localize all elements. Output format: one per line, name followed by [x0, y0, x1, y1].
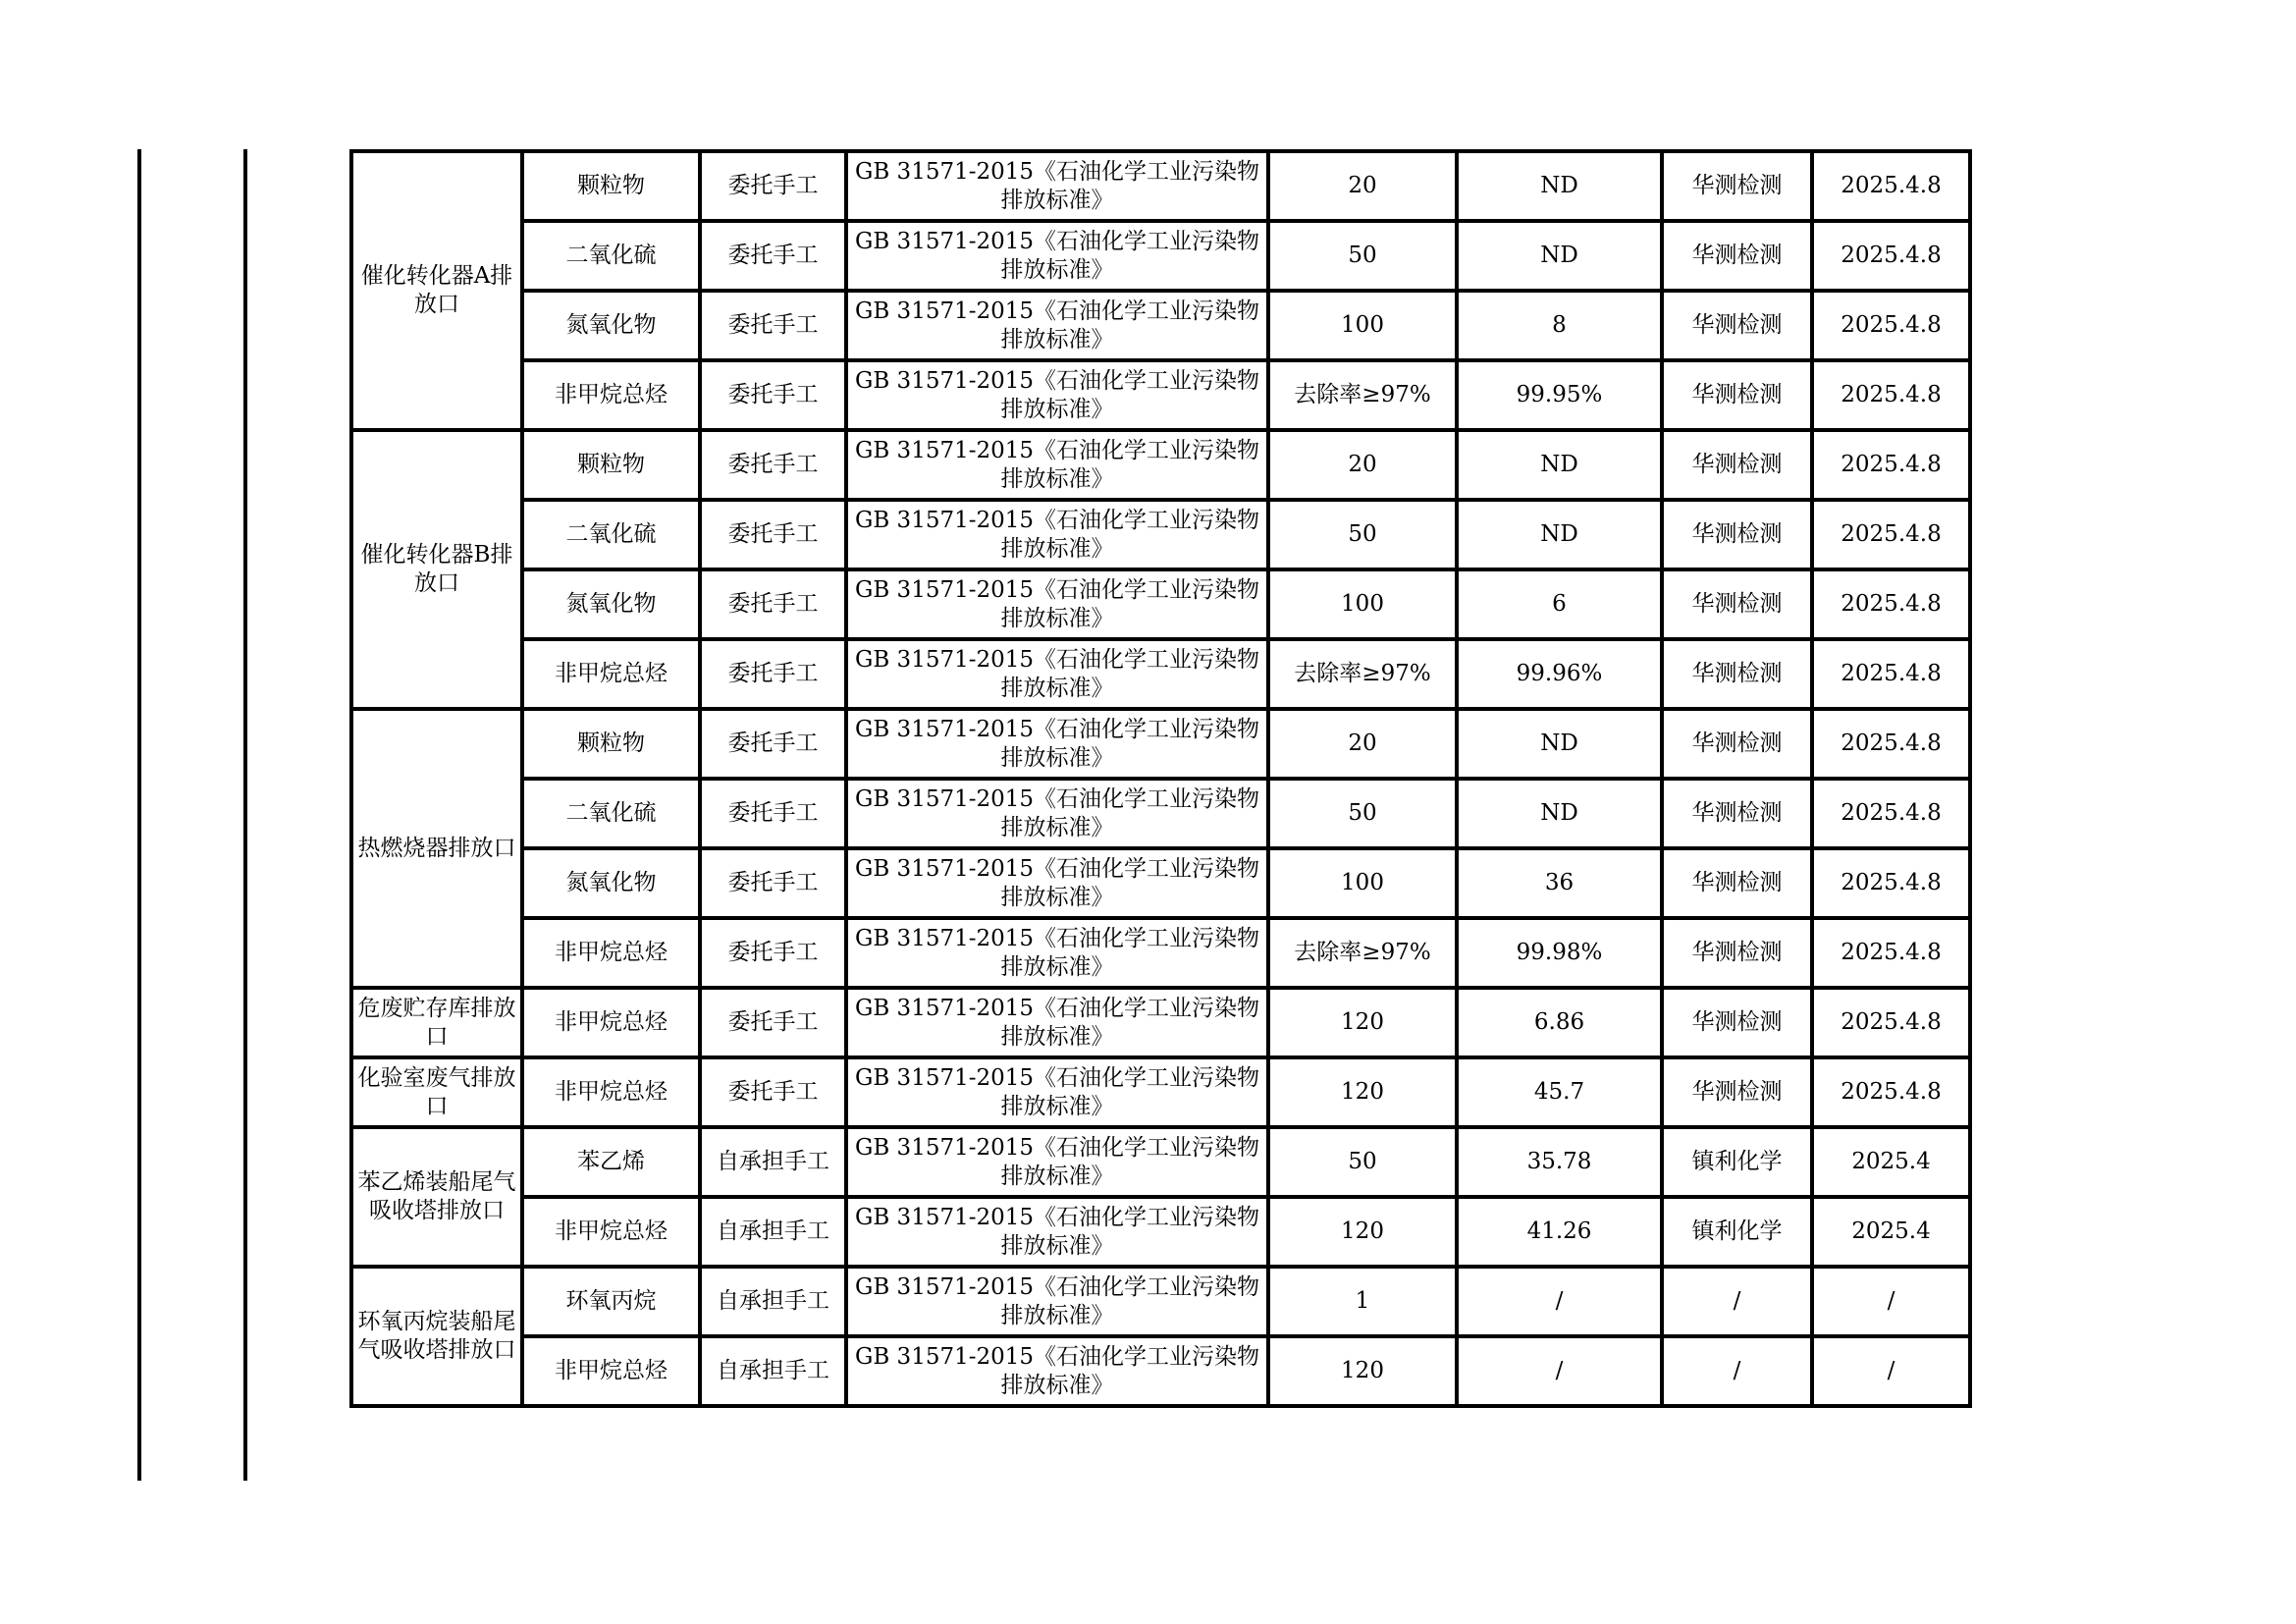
limit-value-cell: 100: [1268, 291, 1457, 360]
limit-value-cell: 1: [1268, 1267, 1457, 1336]
result-cell: ND: [1457, 709, 1662, 779]
testing-org-cell: 华测检测: [1662, 988, 1812, 1057]
result-cell: /: [1457, 1267, 1662, 1336]
testing-org-cell: 华测检测: [1662, 1057, 1812, 1127]
result-cell: 35.78: [1457, 1127, 1662, 1197]
standard-line-2: 排放标准》: [1000, 187, 1114, 213]
pollutant-cell: 非甲烷总烃: [522, 988, 700, 1057]
limit-value-cell: 120: [1268, 1057, 1457, 1127]
table-body: [351, 151, 1970, 1406]
testing-org-cell: 华测检测: [1662, 151, 1812, 221]
monitoring-method-cell: 自承担手工: [700, 1197, 846, 1267]
pollutant-cell: 二氧化硫: [522, 779, 700, 848]
testing-org-cell: 华测检测: [1662, 779, 1812, 848]
standard-line-1: GB 31571-2015《石油化学工业污染物: [854, 1064, 1260, 1091]
standard-line-2: 排放标准》: [1000, 1372, 1114, 1398]
monitoring-method-cell: 委托手工: [700, 639, 846, 709]
monitoring-method-cell: 自承担手工: [700, 1267, 846, 1336]
table-row: [351, 569, 1970, 639]
outlet-name-cell: 催化转化器B排放口: [351, 430, 522, 709]
result-cell: 99.95%: [1457, 360, 1662, 430]
standard-line-1: GB 31571-2015《石油化学工业污染物: [854, 437, 1260, 463]
monitoring-method-cell: 委托手工: [700, 360, 846, 430]
table-row: [351, 779, 1970, 848]
test-date-cell: 2025.4.8: [1812, 709, 1970, 779]
emission-monitoring-table: [349, 149, 1972, 1408]
standard-cell: [846, 151, 1268, 221]
outlet-name-cell: 化验室废气排放口: [351, 1057, 522, 1127]
standard-cell: [846, 1057, 1268, 1127]
result-cell: 6.86: [1457, 988, 1662, 1057]
standard-line-1: GB 31571-2015《石油化学工业污染物: [854, 716, 1260, 742]
result-cell: 8: [1457, 291, 1662, 360]
limit-value-cell: 120: [1268, 1336, 1457, 1406]
result-cell: ND: [1457, 430, 1662, 500]
standard-line-1: GB 31571-2015《石油化学工业污染物: [854, 1134, 1260, 1161]
result-cell: ND: [1457, 221, 1662, 291]
outlet-name-cell: 热燃烧器排放口: [351, 709, 522, 988]
standard-cell: [846, 639, 1268, 709]
table-row: [351, 1127, 1970, 1197]
standard-line-2: 排放标准》: [1000, 396, 1114, 422]
table-row: [351, 848, 1970, 918]
standard-cell: [846, 1197, 1268, 1267]
test-date-cell: 2025.4: [1812, 1127, 1970, 1197]
outlet-name-cell: 环氧丙烷装船尾气吸收塔排放口: [351, 1267, 522, 1406]
result-cell: 99.98%: [1457, 918, 1662, 988]
testing-org-cell: 华测检测: [1662, 291, 1812, 360]
standard-line-1: GB 31571-2015《石油化学工业污染物: [854, 367, 1260, 394]
standard-line-2: 排放标准》: [1000, 1093, 1114, 1119]
result-cell: 41.26: [1457, 1197, 1662, 1267]
standard-line-2: 排放标准》: [1000, 465, 1114, 492]
table-row: [351, 151, 1970, 221]
test-date-cell: 2025.4.8: [1812, 291, 1970, 360]
standard-line-2: 排放标准》: [1000, 605, 1114, 631]
monitoring-method-cell: 委托手工: [700, 709, 846, 779]
standard-line-1: GB 31571-2015《石油化学工业污染物: [854, 995, 1260, 1021]
limit-value-cell: 20: [1268, 151, 1457, 221]
table-row: [351, 639, 1970, 709]
table-row: [351, 500, 1970, 569]
standard-line-1: GB 31571-2015《石油化学工业污染物: [854, 507, 1260, 533]
result-cell: ND: [1457, 500, 1662, 569]
standard-line-2: 排放标准》: [1000, 1302, 1114, 1328]
standard-line-2: 排放标准》: [1000, 1163, 1114, 1189]
standard-cell: [846, 1336, 1268, 1406]
monitoring-method-cell: 自承担手工: [700, 1336, 846, 1406]
outlet-name-cell: 催化转化器A排放口: [351, 151, 522, 430]
standard-cell: [846, 360, 1268, 430]
result-cell: ND: [1457, 151, 1662, 221]
result-cell: 6: [1457, 569, 1662, 639]
standard-line-2: 排放标准》: [1000, 814, 1114, 840]
pollutant-cell: 非甲烷总烃: [522, 1336, 700, 1406]
testing-org-cell: 华测检测: [1662, 430, 1812, 500]
testing-org-cell: 华测检测: [1662, 500, 1812, 569]
monitoring-method-cell: 委托手工: [700, 569, 846, 639]
standard-line-1: GB 31571-2015《石油化学工业污染物: [854, 576, 1260, 603]
monitoring-method-cell: 委托手工: [700, 1057, 846, 1127]
result-cell: 36: [1457, 848, 1662, 918]
testing-org-cell: /: [1662, 1336, 1812, 1406]
limit-value-cell: 100: [1268, 848, 1457, 918]
test-date-cell: 2025.4.8: [1812, 430, 1970, 500]
standard-cell: [846, 221, 1268, 291]
left-border-line-inner: [243, 149, 247, 1481]
result-cell: 99.96%: [1457, 639, 1662, 709]
pollutant-cell: 颗粒物: [522, 151, 700, 221]
standard-line-1: GB 31571-2015《石油化学工业污染物: [854, 855, 1260, 882]
standard-cell: [846, 291, 1268, 360]
table-row: [351, 1197, 1970, 1267]
monitoring-method-cell: 委托手工: [700, 918, 846, 988]
standard-line-2: 排放标准》: [1000, 326, 1114, 352]
testing-org-cell: 华测检测: [1662, 918, 1812, 988]
standard-line-1: GB 31571-2015《石油化学工业污染物: [854, 1343, 1260, 1370]
result-cell: /: [1457, 1336, 1662, 1406]
standard-line-1: GB 31571-2015《石油化学工业污染物: [854, 785, 1260, 812]
limit-value-cell: 去除率≥97%: [1268, 918, 1457, 988]
table-row: [351, 1336, 1970, 1406]
pollutant-cell: 颗粒物: [522, 709, 700, 779]
testing-org-cell: 镇利化学: [1662, 1197, 1812, 1267]
standard-line-1: GB 31571-2015《石油化学工业污染物: [854, 158, 1260, 185]
pollutant-cell: 非甲烷总烃: [522, 360, 700, 430]
test-date-cell: 2025.4.8: [1812, 779, 1970, 848]
standard-line-2: 排放标准》: [1000, 675, 1114, 701]
test-date-cell: 2025.4.8: [1812, 151, 1970, 221]
standard-line-2: 排放标准》: [1000, 535, 1114, 562]
standard-cell: [846, 569, 1268, 639]
standard-cell: [846, 500, 1268, 569]
limit-value-cell: 50: [1268, 221, 1457, 291]
standard-cell: [846, 1127, 1268, 1197]
limit-value-cell: 去除率≥97%: [1268, 639, 1457, 709]
left-border-line: [137, 149, 141, 1481]
outlet-name-cell: 苯乙烯装船尾气吸收塔排放口: [351, 1127, 522, 1267]
standard-cell: [846, 988, 1268, 1057]
standard-line-2: 排放标准》: [1000, 1232, 1114, 1259]
standard-line-1: GB 31571-2015《石油化学工业污染物: [854, 1273, 1260, 1300]
table-row: [351, 291, 1970, 360]
limit-value-cell: 100: [1268, 569, 1457, 639]
limit-value-cell: 120: [1268, 988, 1457, 1057]
test-date-cell: /: [1812, 1267, 1970, 1336]
pollutant-cell: 二氧化硫: [522, 500, 700, 569]
test-date-cell: 2025.4.8: [1812, 569, 1970, 639]
standard-cell: [846, 709, 1268, 779]
limit-value-cell: 50: [1268, 1127, 1457, 1197]
pollutant-cell: 非甲烷总烃: [522, 1057, 700, 1127]
limit-value-cell: 20: [1268, 709, 1457, 779]
testing-org-cell: /: [1662, 1267, 1812, 1336]
limit-value-cell: 50: [1268, 779, 1457, 848]
table-row: [351, 988, 1970, 1057]
pollutant-cell: 氮氧化物: [522, 569, 700, 639]
testing-org-cell: 华测检测: [1662, 709, 1812, 779]
standard-line-1: GB 31571-2015《石油化学工业污染物: [854, 646, 1260, 673]
testing-org-cell: 华测检测: [1662, 221, 1812, 291]
pollutant-cell: 非甲烷总烃: [522, 1197, 700, 1267]
limit-value-cell: 50: [1268, 500, 1457, 569]
standard-cell: [846, 918, 1268, 988]
testing-org-cell: 华测检测: [1662, 360, 1812, 430]
pollutant-cell: 环氧丙烷: [522, 1267, 700, 1336]
table-row: [351, 360, 1970, 430]
standard-line-2: 排放标准》: [1000, 744, 1114, 771]
monitoring-method-cell: 自承担手工: [700, 1127, 846, 1197]
standard-line-1: GB 31571-2015《石油化学工业污染物: [854, 228, 1260, 254]
test-date-cell: 2025.4.8: [1812, 918, 1970, 988]
test-date-cell: /: [1812, 1336, 1970, 1406]
monitoring-method-cell: 委托手工: [700, 151, 846, 221]
standard-line-1: GB 31571-2015《石油化学工业污染物: [854, 1204, 1260, 1230]
pollutant-cell: 氮氧化物: [522, 291, 700, 360]
limit-value-cell: 去除率≥97%: [1268, 360, 1457, 430]
monitoring-method-cell: 委托手工: [700, 291, 846, 360]
table-row: [351, 1057, 1970, 1127]
pollutant-cell: 颗粒物: [522, 430, 700, 500]
standard-line-2: 排放标准》: [1000, 953, 1114, 980]
standard-cell: [846, 430, 1268, 500]
standard-line-1: GB 31571-2015《石油化学工业污染物: [854, 925, 1260, 951]
pollutant-cell: 苯乙烯: [522, 1127, 700, 1197]
table-row: [351, 221, 1970, 291]
testing-org-cell: 华测检测: [1662, 848, 1812, 918]
result-cell: 45.7: [1457, 1057, 1662, 1127]
test-date-cell: 2025.4: [1812, 1197, 1970, 1267]
testing-org-cell: 华测检测: [1662, 569, 1812, 639]
monitoring-method-cell: 委托手工: [700, 779, 846, 848]
test-date-cell: 2025.4.8: [1812, 988, 1970, 1057]
testing-org-cell: 华测检测: [1662, 639, 1812, 709]
standard-line-2: 排放标准》: [1000, 1023, 1114, 1050]
test-date-cell: 2025.4.8: [1812, 639, 1970, 709]
table-row: [351, 918, 1970, 988]
limit-value-cell: 20: [1268, 430, 1457, 500]
monitoring-method-cell: 委托手工: [700, 848, 846, 918]
standard-line-2: 排放标准》: [1000, 256, 1114, 283]
test-date-cell: 2025.4.8: [1812, 221, 1970, 291]
table-row: [351, 430, 1970, 500]
standard-cell: [846, 848, 1268, 918]
test-date-cell: 2025.4.8: [1812, 1057, 1970, 1127]
standard-line-1: GB 31571-2015《石油化学工业污染物: [854, 298, 1260, 324]
test-date-cell: 2025.4.8: [1812, 500, 1970, 569]
result-cell: ND: [1457, 779, 1662, 848]
test-date-cell: 2025.4.8: [1812, 848, 1970, 918]
pollutant-cell: 非甲烷总烃: [522, 918, 700, 988]
table-row: [351, 1267, 1970, 1336]
outlet-name-cell: 危废贮存库排放口: [351, 988, 522, 1057]
standard-line-2: 排放标准》: [1000, 884, 1114, 910]
testing-org-cell: 镇利化学: [1662, 1127, 1812, 1197]
limit-value-cell: 120: [1268, 1197, 1457, 1267]
monitoring-method-cell: 委托手工: [700, 221, 846, 291]
pollutant-cell: 非甲烷总烃: [522, 639, 700, 709]
monitoring-method-cell: 委托手工: [700, 500, 846, 569]
pollutant-cell: 氮氧化物: [522, 848, 700, 918]
standard-cell: [846, 1267, 1268, 1336]
test-date-cell: 2025.4.8: [1812, 360, 1970, 430]
monitoring-method-cell: 委托手工: [700, 430, 846, 500]
table-row: [351, 709, 1970, 779]
pollutant-cell: 二氧化硫: [522, 221, 700, 291]
standard-cell: [846, 779, 1268, 848]
monitoring-method-cell: 委托手工: [700, 988, 846, 1057]
